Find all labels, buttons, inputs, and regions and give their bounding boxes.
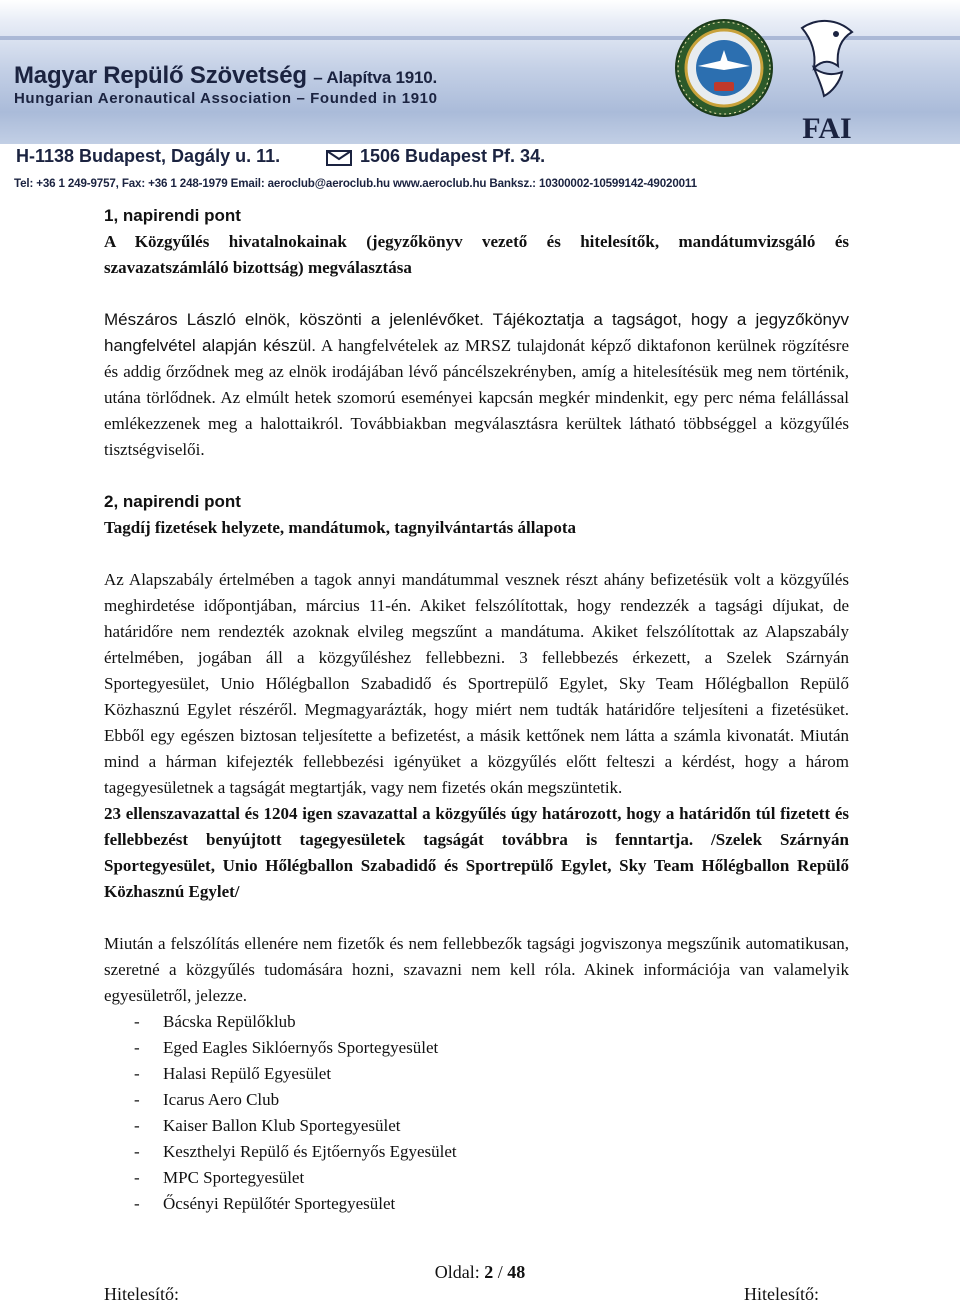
page-total: 48 (507, 1262, 526, 1282)
section-1-paragraph (104, 307, 849, 463)
list-dash: - (134, 1090, 140, 1109)
founded-hu: – Alapítva 1910. (313, 68, 438, 87)
club-list (104, 1009, 849, 1217)
letterhead (0, 0, 960, 200)
list-item (104, 1113, 849, 1139)
list-dash: - (134, 1194, 140, 1213)
section-1-rest: Az elmúlt hetek szomorú eseményei kapcsán megkér mindenkit, egy perc néma felállással emlékezzenek meg a halottaikról. Továbbiakban megválasztásra kerültek látható többséggel a közgyűlés tisztségviselői. (104, 388, 850, 459)
club-name: Bácska Repülőklub (163, 1012, 296, 1031)
fai-logo-icon (792, 8, 862, 143)
list-dash: - (134, 1168, 140, 1187)
section-1-intro: Mészáros László elnök, köszönti a jelenlévőket. Tájékoztatja a tagságot, hogy a jegyzőkönyv hangfelvétel alapján készül. (104, 310, 849, 355)
section-2-number: 2, napirendi pont (104, 492, 241, 511)
list-item (104, 1087, 849, 1113)
club-name: Halasi Repülő Egyesület (163, 1064, 332, 1083)
list-item (104, 1191, 849, 1217)
list-dash: - (134, 1116, 140, 1135)
list-dash: - (134, 1038, 140, 1057)
section-2-paragraph-2: Miután a felszólítás ellenére nem fizetők és nem fellebbezők tagsági jogviszonya megszűnik automatikusan, szeretné a közgyűlés tudomására hozni, szavazni nem kell róla. Akinek információja van valamelyik egyesületről, jelezze. (104, 934, 849, 1005)
list-dash: - (134, 1012, 140, 1031)
spacer (104, 281, 849, 307)
envelope-icon (326, 150, 352, 166)
list-dash: - (134, 1142, 140, 1161)
list-item (104, 1061, 849, 1087)
page-label: Oldal: (434, 1262, 480, 1282)
page-separator: / (497, 1262, 503, 1282)
section-1-title: A Közgyűlés hivatalnokainak (jegyzőkönyv vezető és hitelesítők, mandátumvizsgáló és szavazatszámláló bizottság) megválasztása (104, 232, 849, 277)
list-item (104, 1139, 849, 1165)
page-current: 2 (484, 1262, 494, 1282)
club-name: Icarus Aero Club (163, 1090, 280, 1109)
club-name: Őcsényi Repülőtér Sportegyesület (163, 1194, 396, 1213)
association-seal-icon (674, 6, 774, 138)
organization-name (14, 62, 437, 90)
list-dash: - (134, 1064, 140, 1083)
club-name: Keszthelyi Repülő és Ejtőernyős Egyesület (163, 1142, 457, 1161)
resolution: 23 ellenszavazattal és 1204 igen szavazattal a közgyűlés úgy határozott, hogy a határidőn túl fizetett és fellebbezést benyújtott tagegyesületek tagságát továbbra is fenntartja. /Szelek Szárnyán Sportegyesület, Unio Hőlégballon Szabadidő és Sportrepülő Egylet, Sky Team Hőlégballon Repülő Közhasznú Egylet/ (104, 804, 849, 901)
section-1-number: 1, napirendi pont (104, 206, 241, 225)
founded-en: – Founded in 1910 (296, 90, 438, 107)
section-1-recording: A hangfelvételek az MRSZ tulajdonát képző diktafonon kerülnek rögzítésre és addig őrződnek meg az elnök irodájában lévő páncélszekrényben, amíg a hitelesítésük meg nem történik, utána törlődnek. (104, 336, 849, 407)
section-2-paragraph: Az Alapszabály értelmében a tagok annyi mandátummal vesznek részt ahány befizetésük volt a közgyűlés meghirdetése időpontjában, március 11-én. Akiket felszólítottak, hogy rendezzék a tagsági díjukat, de határidőre nem rendezték azoknak elvileg megszűnt a mandátuma. Akiket felszólítottak az Alapszabály értelmében, jogában áll a közgyűléshez fellebbezni. 3 fellebbezés érkezett, a Szelek Szárnyán Sportegyesület, Unio Hőlégballon Szabadidő és Sportrepülő Egylet, Sky Team Hőlégballon Repülő Közhasznú Egylet részéről. Megmagyarázták, hogy miért nem tudták határidőre teljesíteni a fizetésüket. Ebből egy egészen biztosan teljesítette a befizetést, a másik kettőnek nem látta a számla kivonatát. Miután mind a hárman kifejezték fellebbezési igényüket a közgyűlés előtt felteszi a kérdést, hogy a három tagegyesületnek a tagságát megtartják, vagy nem fizetés okán megszüntetik. (104, 570, 849, 797)
verifier-left: Hitelesítő: (104, 1284, 179, 1304)
address: H-1138 Budapest, Dagály u. 11. (16, 146, 281, 166)
list-item (104, 1009, 849, 1035)
list-item (104, 1035, 849, 1061)
section-2-title: Tagdíj fizetések helyzete, mandátumok, tagnyilvántartás állapota (104, 518, 577, 537)
po-box: 1506 Budapest Pf. 34. (360, 146, 546, 166)
organization-name-english (14, 90, 438, 107)
spacer (104, 541, 849, 567)
organization-name-en: Hungarian Aeronautical Association (14, 90, 292, 107)
list-item (104, 1165, 849, 1191)
club-name: Eged Eagles Siklóernyős Sportegyesület (163, 1038, 439, 1057)
club-name: MPC Sportegyesület (163, 1168, 305, 1187)
fai-label: FAI (802, 112, 852, 143)
contact-line: Tel: +36 1 249-9757, Fax: +36 1 248-1979 Email: aeroclub@aeroclub.hu www.aeroclub.hu Banksz.: 10300002-10599142-49020011 (14, 177, 697, 190)
organization-name-hu: Magyar Repülő Szövetség (14, 62, 307, 89)
spacer (104, 905, 849, 931)
document-body (104, 203, 849, 1217)
spacer (104, 463, 849, 489)
page-number (0, 1262, 960, 1283)
verifier-right: Hitelesítő: (744, 1284, 819, 1304)
club-name: Kaiser Ballon Klub Sportegyesület (163, 1116, 401, 1135)
